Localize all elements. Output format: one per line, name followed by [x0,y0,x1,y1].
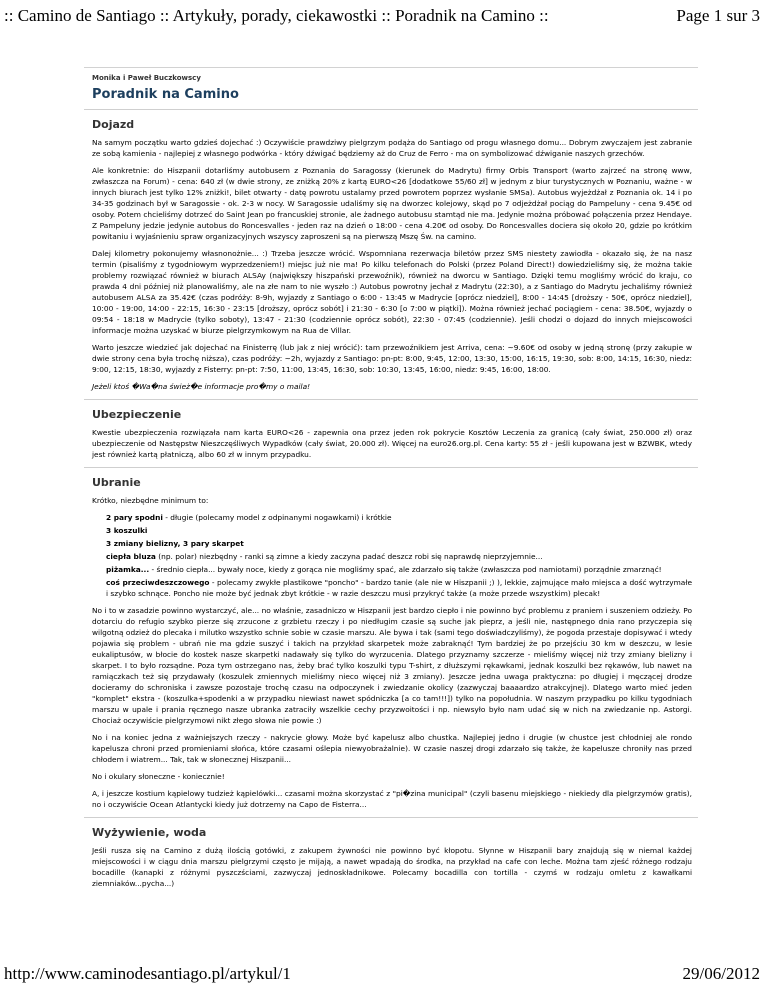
article-author: Monika i Paweł Buczkowscy [92,74,201,82]
print-page-number: Page 1 sur 3 [676,6,760,25]
print-footer [0,964,768,988]
divider [84,817,698,818]
paragraph: Warto jeszcze wiedzieć jak dojechać na Finisterrę (lub jak z niej wrócić): tam przewoźnikiem jest Arriva, cena: ~9.60€ od osoby w jedną stronę (przy zakupie w dwie strony cena była trochę niższa), czas podróży: ~2h, wyjazdy z Santiago: pn-pt: 8:00, 9:45, 12:00, 13:30, 15:00, 16:15, 19:30, sob: 8:00, 14:15, 16:30, niedz: 9:00, 12:15, 18:30, wyjazdy z Fisterry: pn-pt: 7:50, 11:00, 13:45, 16:30, sob: 10:30, 13:45, 16:00, niedz: 9:45, 16:00, 18:00. [92,343,692,374]
article-title: Poradnik na Camino [92,87,239,102]
article-container [84,67,698,960]
contact-note: Jeżeli ktoś �Wa�na śwież�e informacje pro�my o maila! [92,382,311,391]
paragraph: No i to w zasadzie powinno wystarczyć, ale... no właśnie, zasadniczo w Hiszpanii jest bardzo ciepło i nie powinno być problemu z praniem i suszeniem odzieży. Po dotarciu do refugio szybko pierze się zrzucone z grzbietu rzeczy i po niedługim czasie są suche jak pieprz, a jeśli nie, następnego dnia rano przyczepia się wilgotną odzież do plecaka i milutko wszystko schnie sobie w czasie marszu. Ale bywa i tak (sami tego doświadczyliśmy), że pogoda przestaje dopisywać i wtedy pojawia się problem - ubrań nie ma gdzie suszyć i takich na przykład skarpetek może zabraknąć! Tym bardziej że po przejściu 30 km w deszczu, w lesie eukaliptusów, w błocie do kostek nasze skarpetki nadawały się tylko do wyrzucenia. Dlatego przyznamy szczerze - mieliśmy więcej niż trzy zmiany bielizny i skarpet. I to było rozsądne. Poza tym ostrzegano nas, żeby brać tylko koszulki typu T-shirt, z dłuższymi rękawkami, jednak koszulki bez rękawów, lub nawet na ramiączkach też się przydawały (koszulek zmiennych mieliśmy nieco więcej niż 3 zmiany). Jeszcze jedna uwaga praktyczna: po długiej i męczącej drodze docieramy do schroniska i zawsze pozostaje trochę czasu na odpoczynek i zwiedzanie okolicy (zazwyczaj baaaardzo atrakcyjnej). Dlatego warto mieć jeden "komplet" ekstra - (koszulka+spodenki a w przypadku niewiast nawet spódniczka [a co tam!!!]) tylko na popołudnia. W naszym przypadku po kilku tygodniach marszu w upale i prania ręcznego nasze ubranka zatraciły wszelkie cechy przyzwoitości i np. niewsyło było nam udać się w nich na zwiedzanie np. Astorgi. Chociaż oczywiście pielgrzymowi nikt złego słowa nie powie :) [92,606,692,725]
divider [84,399,698,400]
section-title: Ubezpieczenie [92,408,182,421]
divider [84,467,698,468]
paragraph: Jeśli rusza się na Camino z dużą ilością gotówki, z zakupem żywności nie powinno być kłopotu. Słynne w Hiszpanii bary znajdują się w niemal każdej miejscowości i w ciągu dnia marszu pielgrzymi często je mijają, a nawet wpadają do środka, na przykład na cafe con leche. Można tam zjeść różnego rodzaju bocadille (kanapki z różnymi pyszczściami, zazwyczaj jednoskładnikowe. Polecamy bocadilla con tortilla - czymś w rodzaju omletu z kawałkami ziemniaków...pycha...) [92,846,692,888]
section-dojazd [84,118,698,392]
paragraph: Dalej kilometry pokonujemy własnonożnie... :) Trzeba jeszcze wrócić. Wspomniana rezerwacja biletów przez SMS niestety zawiodła - okazało się, że na nasz termin (pisaliśmy z tygodniowym wyprzedzeniem!) miejsc już nie ma! Po kilku telefonach do Polski (przez Poland Direct!) dowiedzieliśmy się, że można takie problemy rozwiązać również w biurach ALSAy (największy hiszpański przewoźnik), również na dworcu w Santiago. Dzięki temu mogliśmy wrócić do kraju, co prawda 4 dni później niż planowaliśmy, ale na złe nam to nie wyszło :) Autobus powrotny jechał z Madrytu (22:30), a z Santiago do Madrytu jechaliśmy również autobusem ALSA za 35.42€ (czas podróży: 8-9h, wyjazdy z Santiago o 6:00 - 13:45 w Madrycie [oprócz niedziel], 8:00 - 14:45 [droższy - 50€, oprócz niedziel], 10:00 - 19:00, 14:00 - 22:15, 16:30 - 23:15 [droższy, oprócz sobót] i 21:30 - 6:30 [o 7:00 w piątki]). Można również jechać pociągiem - cena: 38.50€, wyjazdy o 09:54 - 18:18 w Madrycie (tylko soboty), 13:47 - 21:30 (codziennie oprócz sobót), 22:30 - 07:45 (codziennie). Jeśli chodzi o dojazd do innych miejscowości informacje można uzyskać w biurze pielgrzymkowym na Rua de Villar. [92,249,692,335]
paragraph: Na samym początku warto gdzieś dojechać :) Oczywiście prawdziwy pielgrzym podąża do Santiago od progu własnego domu... Dobrym zwyczajem jest zabranie ze sobą kamienia - najlepiej z własnego podwórka - który dźwigać będziemy aż do Cruz de Ferro - ma on symbolizować dźwiganie naszych grzechów. [92,138,692,158]
list-item [106,525,692,536]
clothing-list [106,512,692,599]
section-title: Ubranie [92,476,141,489]
paragraph: Krótko, niezbędne minimum to: [92,496,209,505]
list-item-bold: 3 koszulki [106,526,148,535]
list-item-text: - długie (polecamy model z odpinanymi nogawkami) i krótkie [162,513,392,522]
print-page-title: :: Camino de Santiago :: Artykuły, porady, ciekawostki :: Poradnik na Camino :: [4,6,549,25]
paragraph: No i okulary słoneczne - koniecznie! [92,772,225,781]
print-url: http://www.caminodesantiago.pl/artykul/1 [4,964,291,983]
divider [84,109,698,110]
section-title: Wyżywienie, woda [92,826,207,839]
section-title: Dojazd [92,118,135,131]
list-item-bold: ciepła bluza [106,552,156,561]
list-item [106,538,692,549]
list-item [106,577,692,599]
list-item-bold: piżamka... [106,565,150,574]
paragraph: A, i jeszcze kostium kąpielowy tudzież kąpielówki... czasami można skorzystać z "pi�zina municipal" (czyli basenu miejskiego - niekiedy dla pielgrzymów gratis), no i oczywiście Ocean Atlantycki kiedy już dotrzemy na Capo de Fisterra... [92,789,692,809]
paragraph: No i na koniec jedna z ważniejszych rzeczy - nakrycie głowy. Może być kapelusz albo chustka. Najlepiej jedno i drugie (w chustce jest chłodniej ale rondo kapelusza chroni przed promieniami słońca, które czasami oślepia niewyobrażalnie). W czasie naszej drogi zdarzało się także, że kapelusze chroniły nas przed chłodem i wiatrem... Tak, tak w słonecznej Hiszpanii... [92,733,692,764]
section-wyzywienie [84,826,698,889]
list-item-text: (np. polar) niezbędny - ranki są zimne a kiedy zaczyna padać deszcz robi się naprawdę nieprzyjemnie... [155,552,543,561]
section-ubranie [84,476,698,810]
list-item-text: - średnio ciepła... bywały noce, kiedy z gorąca nie mogliśmy spać, ale zdarzało się także (zwłaszcza pod namiotami) porządnie zmarznąć! [149,565,662,574]
list-item-bold: 2 pary spodni [106,513,163,522]
list-item-text: - polecamy zwykłe plastikowe "poncho" - bardzo tanie (ale nie w Hiszpanii ;) ), lekkie, zajmujące mało miejsca a dość wytrzymałe i szybko schnące. Poncho nie może być jednak zbyt krótkie - w razie deszczu musi przykryć także (a może przede wszystkim) plecak! [106,578,692,598]
list-item [106,564,692,575]
print-header [0,6,768,30]
list-item-bold: coś przeciwdeszczowego [106,578,210,587]
section-ubezpieczenie [84,408,698,460]
list-item-bold: 3 zmiany bielizny, 3 pary skarpet [106,539,244,548]
print-date: 29/06/2012 [682,964,760,983]
list-item [106,512,692,523]
list-item [106,551,692,562]
paragraph: Kwestie ubezpieczenia rozwiązała nam karta EURO<26 - zapewnia ona przez jeden rok pokrycie Kosztów Leczenia za granicą (cały świat, 250.000 zł) oraz ubezpieczenie od Następstw Nieszczęśliwych Wypadków (cały świat, 20.000 zł). Więcej na euro26.org.pl. Cena karty: 55 zł - jeśli kupowana jest w BZWBK, wtedy jest również kartą płatniczą, albo 60 zł w innym przypadku. [92,428,692,459]
paragraph: Ale konkretnie: do Hiszpanii dotarliśmy autobusem z Poznania do Saragossy (kierunek do Madrytu) firmy Orbis Transport (warto zajrzeć na stronę www, zwłaszcza na Forum) - cena: 640 zł (w dwie strony, ze zniżką 20% z kartą EURO<26 [dodatkowe 55/60 zł] w jednym z biur turystycznych w Poznaniu, ważne - w innych biurach jest tylko 12% zniżki!, bilet otwarty - datę powrotu ustalamy przed powrotem poprzez wysłanie SMSa). Autobus wyjeżdżał z Poznania ok. 14 i po 34-35 godzinach był w Saragossie - ok. 2-3 w nocy. W Saragossie udaliśmy się na dworzec kolejowy, skąd po 7 odjeżdżał pociąg do Pampeluny - cena 9.45€ od osoby. Potem chcieliśmy dotrzeć do Saint Jean po francuskiej stronie, ale żadnego autobusu stamtąd nie ma. Jedynie można próbować połączenia przez Hendaye. Z Pampeluny jedzie jedynie autobus do Roncesvalles - jeden raz na dzień o 18:00 - cena 4.20€ od osoby. Do Roncesvalles dociera się około 20, gdzie po krótkim powitaniu i wyjaśnieniu spraw organizacyjnych wszyscy zaproszeni są na pierwszą Mszę Św. na camino. [92,166,692,241]
